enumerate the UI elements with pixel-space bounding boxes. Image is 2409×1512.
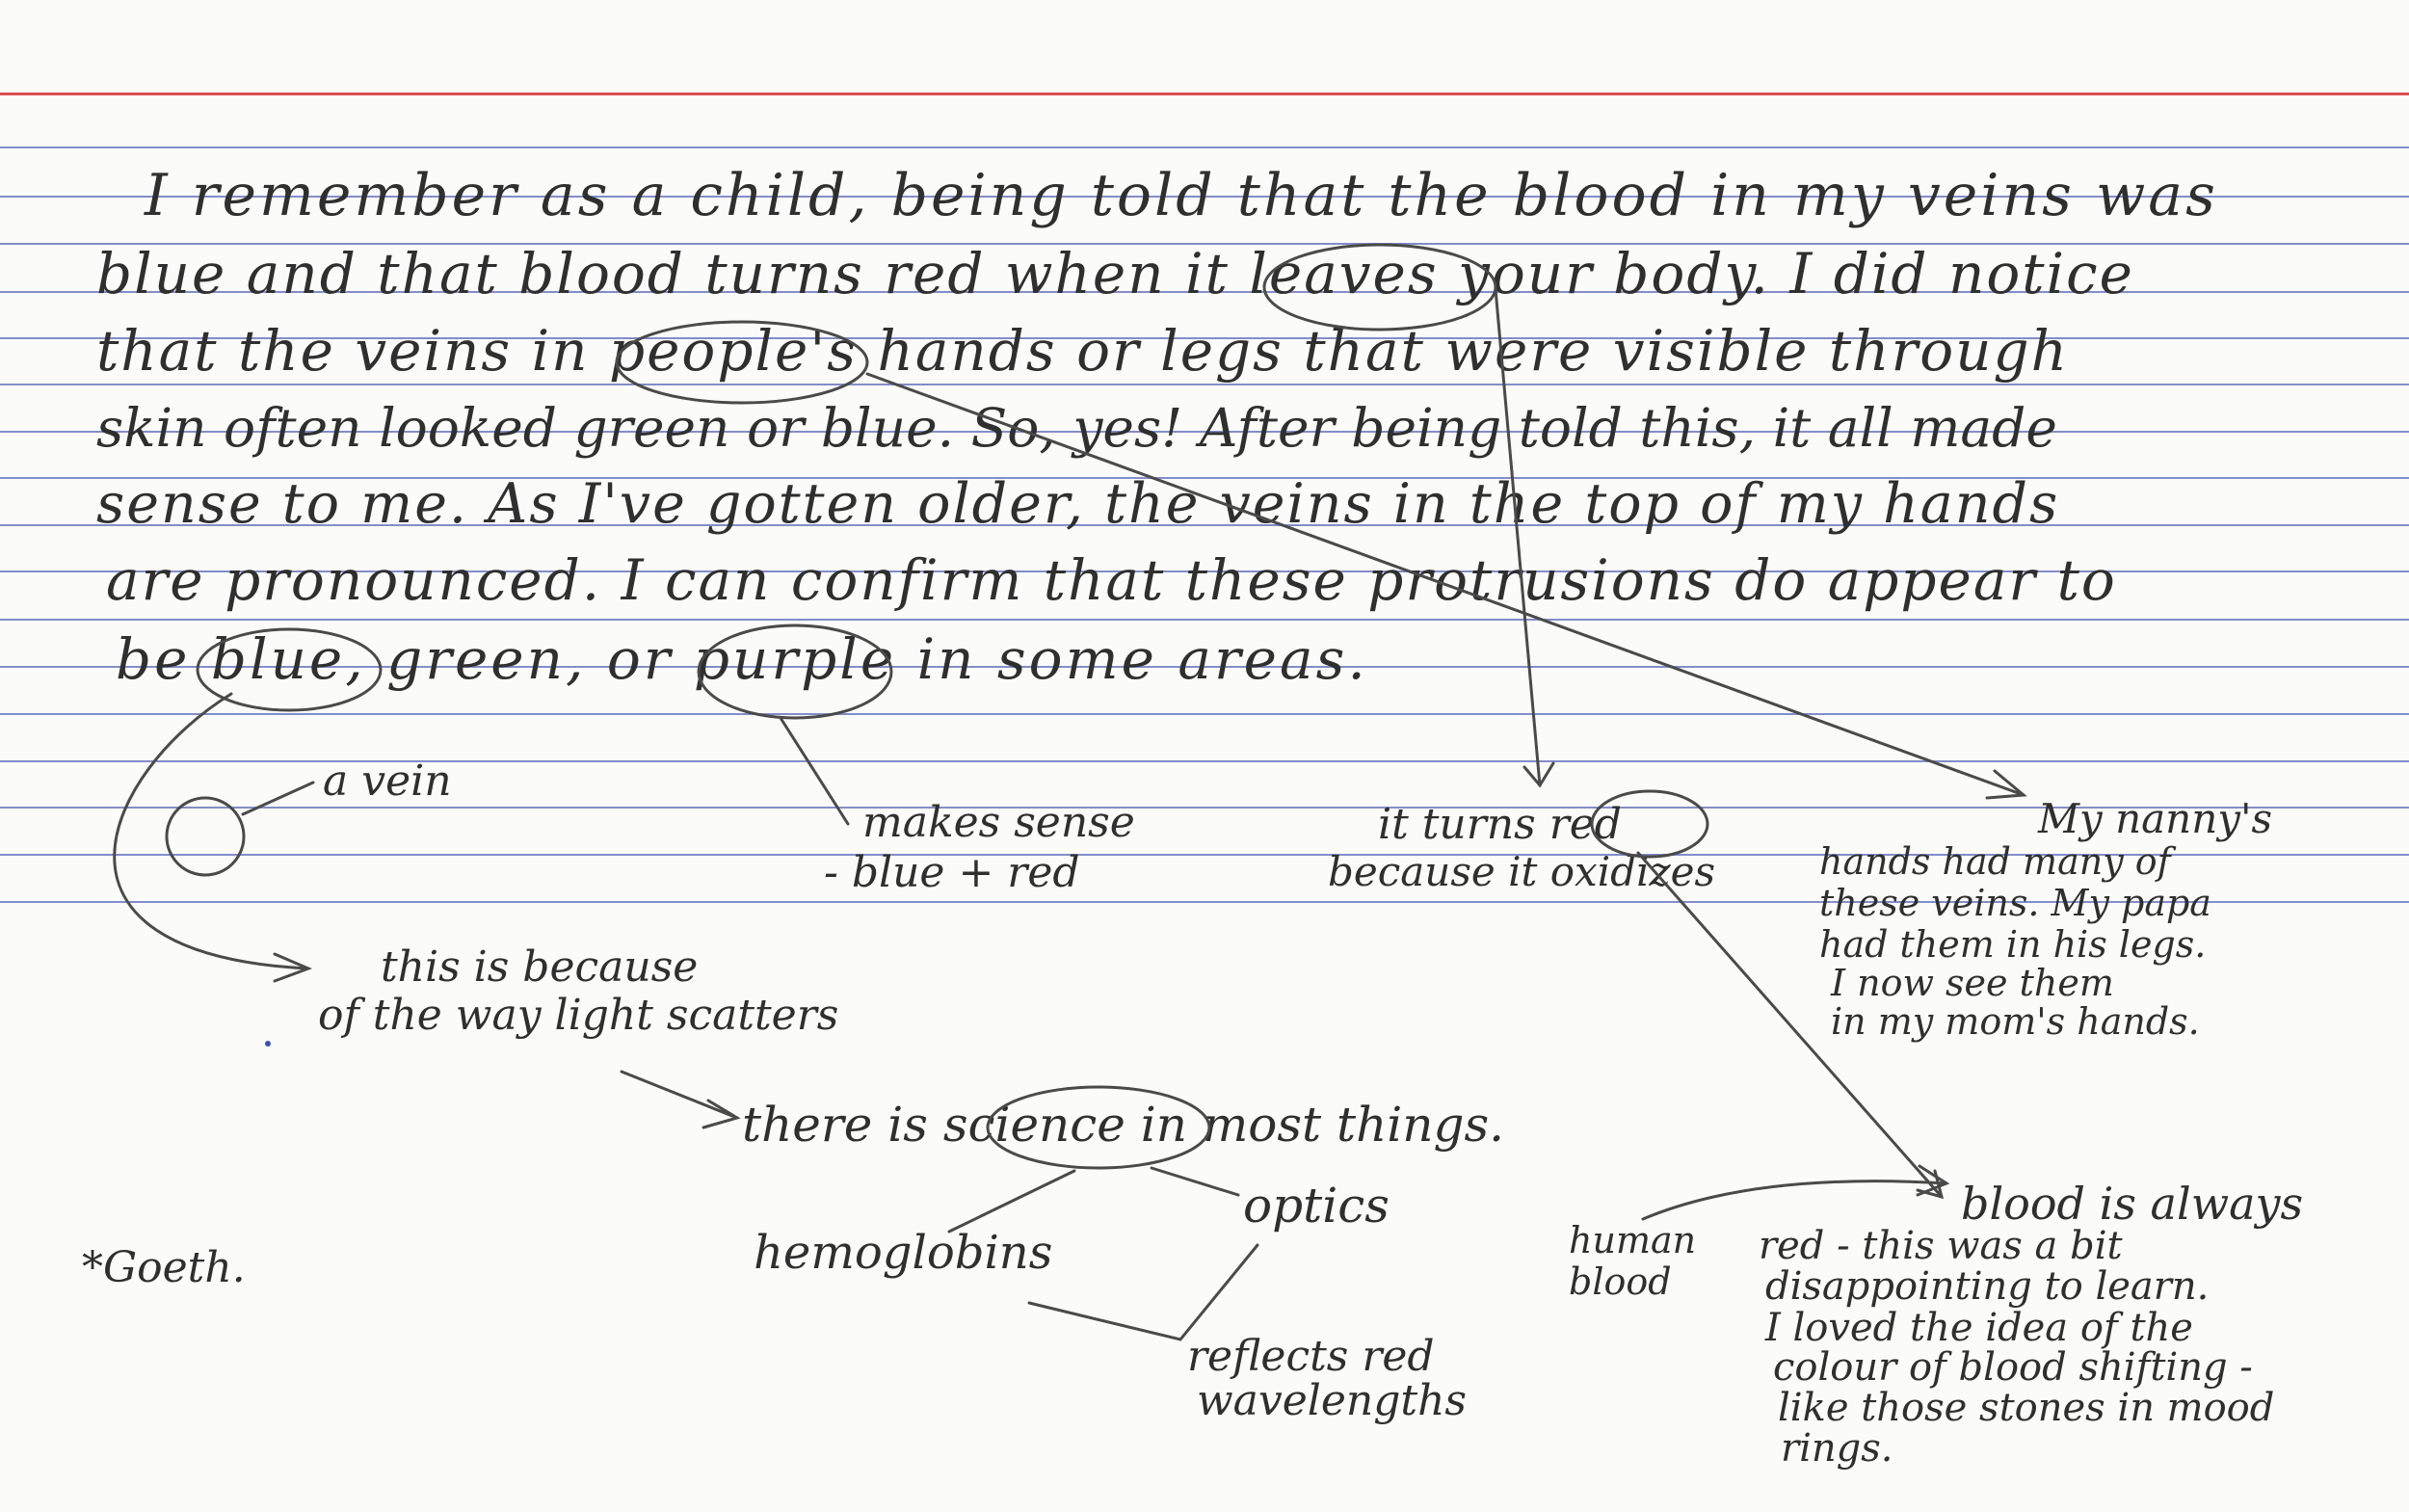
nanny-note-6: in my mom's hands. bbox=[1831, 1000, 2200, 1043]
arrow-scatters bbox=[622, 1072, 737, 1118]
vein-glyph bbox=[167, 798, 244, 875]
human-blood-1: human bbox=[1569, 1219, 1697, 1261]
optics-label: optics bbox=[1243, 1178, 1390, 1233]
makes-sense-note-2: - blue + red bbox=[824, 848, 1080, 897]
nanny-note-4: had them in his legs. bbox=[1819, 923, 2207, 966]
paragraph-line-5: sense to me. As I've gotten older, the veins in the top of my hands bbox=[96, 472, 2060, 536]
vein-label: a vein bbox=[323, 756, 452, 806]
hemoglobins-label: hemoglobins bbox=[754, 1226, 1053, 1280]
circle-red bbox=[1592, 791, 1707, 857]
because-note-2: of the way light scatters bbox=[318, 991, 839, 1040]
paragraph-line-3: that the veins in people's hands or legs that were visible through bbox=[96, 318, 2070, 384]
paragraph-line-7: be blue, green, or purple in some areas. bbox=[116, 626, 1368, 692]
line-purple bbox=[781, 718, 848, 824]
paragraph-line-4: skin often looked green or blue. So, yes! After being told this, it all made bbox=[96, 397, 2057, 459]
because-note-1: this is because bbox=[381, 942, 699, 992]
nanny-note-2: hands had many of bbox=[1819, 840, 2171, 883]
turns-red-note-2: because it oxidizes bbox=[1328, 848, 1716, 895]
nanny-note-5: I now see them bbox=[1831, 962, 2114, 1004]
circle-peoples bbox=[617, 322, 867, 403]
circle-purple bbox=[699, 625, 891, 718]
reflects-note-1: reflects red bbox=[1187, 1332, 1435, 1381]
goeth-note: *Goeth. bbox=[82, 1243, 246, 1292]
science-note: there is science in most things. bbox=[742, 1097, 1505, 1153]
always-red-note-3: disappointing to learn. bbox=[1765, 1264, 2210, 1309]
turns-red-note-1: it turns red bbox=[1378, 800, 1622, 849]
reflects-note-2: wavelengths bbox=[1197, 1376, 1468, 1425]
always-red-note-2: red - this was a bit bbox=[1759, 1224, 2123, 1268]
nanny-note-1: My nanny's bbox=[2038, 795, 2273, 842]
arrow-red bbox=[1638, 853, 1942, 1197]
makes-sense-note-1: makes sense bbox=[862, 798, 1135, 847]
human-blood-2: blood bbox=[1569, 1260, 1672, 1303]
bracket-reflects bbox=[1029, 1245, 1257, 1340]
always-red-note-4: I loved the idea of the bbox=[1765, 1306, 2193, 1350]
always-red-note-7: rings. bbox=[1781, 1426, 1893, 1471]
paragraph-line-2: blue and that blood turns red when it leaves your body. I did notice bbox=[96, 241, 2134, 306]
nanny-note-3: these veins. My papa bbox=[1819, 882, 2211, 924]
always-red-note-5: colour of blood shifting - bbox=[1773, 1345, 2253, 1390]
branch-optics bbox=[1152, 1168, 1238, 1195]
arrow-leaves bbox=[1496, 289, 1540, 785]
always-red-note-6: like those stones in mood bbox=[1778, 1386, 2275, 1430]
arrow-peoples bbox=[867, 374, 2024, 795]
circle-science bbox=[988, 1087, 1209, 1168]
always-red-note-1: blood is always bbox=[1961, 1178, 2304, 1230]
arrow-human-blood bbox=[1643, 1181, 1946, 1219]
curve-blue bbox=[115, 694, 308, 968]
paragraph-line-1: I remember as a child, being told that the blood in my veins was bbox=[145, 162, 2218, 229]
branch-hemoglobins bbox=[949, 1171, 1074, 1232]
circle-leaves bbox=[1264, 245, 1496, 330]
paragraph-line-6: are pronounced. I can confirm that these protrusions do appear to bbox=[106, 547, 2117, 613]
